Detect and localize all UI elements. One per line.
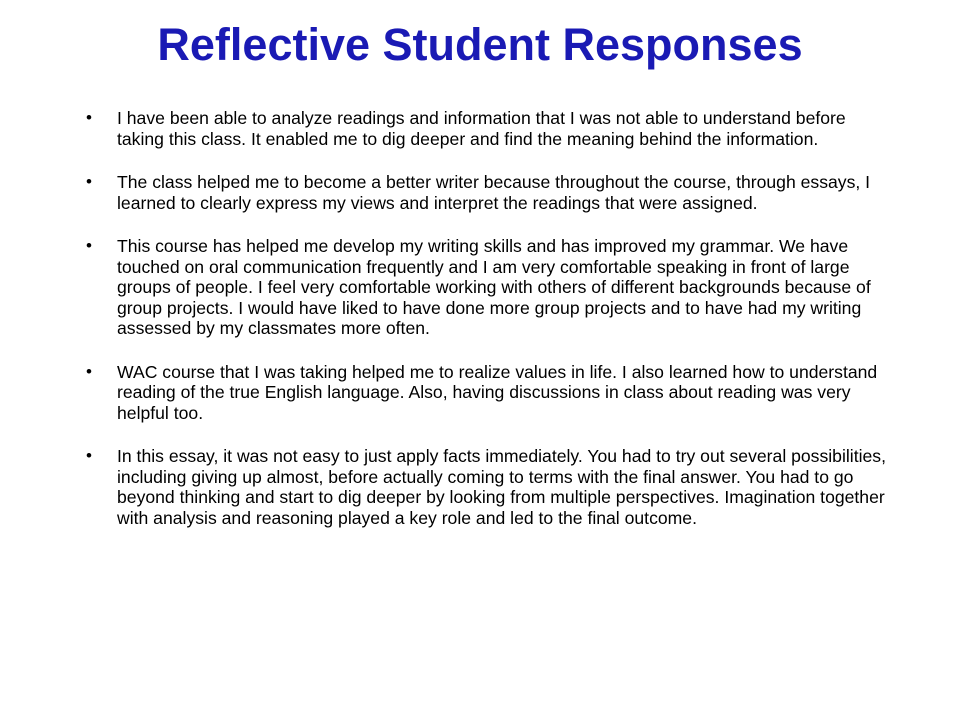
bullet-text: I have been able to analyze readings and information that I was not able to understand before taking this class. It enabled me to dig deeper and find the meaning behind the information. (117, 108, 846, 149)
bullet-point-icon: • (86, 446, 92, 465)
bullet-list (82, 108, 892, 551)
bullet-text: In this essay, it was not easy to just apply facts immediately. You had to try out several possibilities, including giving up almost, before actually coming to terms with the final answer. You had to go beyond thinking and start to dig deeper by looking from multiple perspectives. Imagination together with analysis and reasoning played a key role and led to the final outcome. (117, 446, 886, 528)
bullet-point-icon: • (86, 172, 92, 191)
slide-title: Reflective Student Responses (157, 19, 803, 70)
bullet-item (82, 446, 892, 528)
bullet-item (82, 172, 892, 213)
bullet-point-icon: • (86, 361, 92, 381)
bullet-item (82, 236, 892, 339)
bullet-text: The class helped me to become a better writer because throughout the course, through essays, I learned to clearly express my views and interpret the readings that were assigned. (117, 172, 871, 213)
bullet-point-icon: • (86, 108, 92, 127)
bullet-text: WAC course that I was taking helped me to realize values in life. I also learned how to understand reading of the true English language. Also, having discussions in class about reading was very helpful too. (117, 361, 878, 423)
bullet-text: This course has helped me develop my writing skills and has improved my grammar. We have touched on oral communication frequently and I am very comfortable speaking in front of large groups of people. I feel very comfortable working with others of different backgrounds because of group projects. I would have liked to have done more group projects and to have had my writing assessed by my classmates more often. (117, 236, 871, 338)
bullet-item (82, 108, 892, 149)
bullet-item (82, 362, 892, 424)
bullet-point-icon: • (86, 236, 92, 255)
